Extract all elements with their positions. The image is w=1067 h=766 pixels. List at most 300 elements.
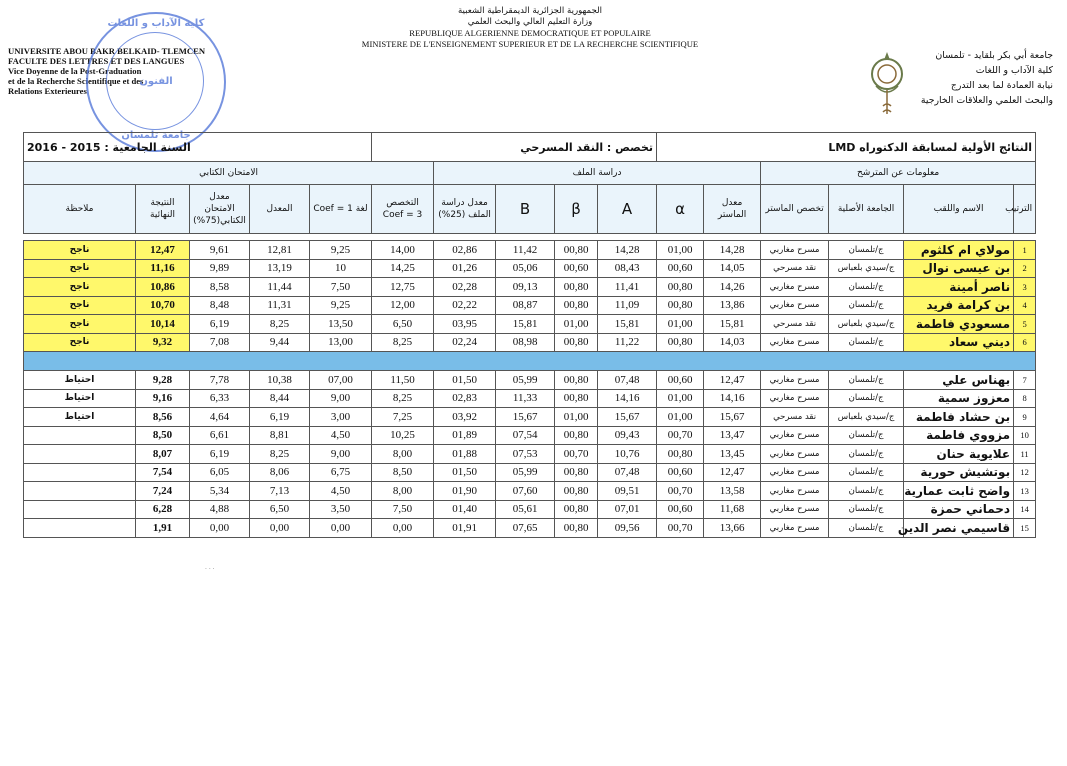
table-row <box>24 408 1036 427</box>
row-exam-avg: 8,48 <box>190 296 250 315</box>
row-b: 05,61 <box>496 500 555 519</box>
row-university: ج/تلمسان <box>829 445 904 464</box>
group-written-exam: الامتحان الكتابي <box>24 162 434 185</box>
admitted-rows <box>24 241 1036 352</box>
col-language-exam: لغة Coef = 1 <box>310 185 372 234</box>
row-master-avg: 12,47 <box>704 371 761 390</box>
row-file-avg: 01,88 <box>434 445 496 464</box>
row-spec-exam: 14,00 <box>372 241 434 260</box>
row-spec-exam: 0,00 <box>372 519 434 538</box>
row-spec-exam: 8,00 <box>372 482 434 501</box>
row-alpha: 01,00 <box>657 408 704 427</box>
row-beta: 00,80 <box>555 500 598 519</box>
row-university: ج/تلمسان <box>829 296 904 315</box>
row-average: 6,50 <box>250 500 310 519</box>
row-average: 6,19 <box>250 408 310 427</box>
row-beta: 00,80 <box>555 426 598 445</box>
row-spec-exam: 7,25 <box>372 408 434 427</box>
row-b: 09,13 <box>496 278 555 297</box>
row-final-result: 8,07 <box>136 445 190 464</box>
row-spec-exam: 14,25 <box>372 259 434 278</box>
row-language-exam: 07,00 <box>310 371 372 390</box>
row-language-exam: 7,50 <box>310 278 372 297</box>
col-a: A <box>598 185 657 234</box>
col-exam-avg: معدل الامتحان الكتابي(75%) <box>190 185 250 234</box>
row-exam-avg: 6,33 <box>190 389 250 408</box>
row-rank: 3 <box>1014 278 1036 297</box>
row-final-result: 7,54 <box>136 463 190 482</box>
table-row <box>24 445 1036 464</box>
row-university: ج/تلمسان <box>829 371 904 390</box>
row-file-avg: 02,24 <box>434 333 496 352</box>
row-beta: 00,80 <box>555 463 598 482</box>
row-name: مولاي ام كلثوم <box>904 241 1014 260</box>
row-master-spec: مسرح مغاربي <box>761 241 829 260</box>
row-language-exam: 9,25 <box>310 241 372 260</box>
row-spec-exam: 7,50 <box>372 500 434 519</box>
row-a: 08,43 <box>598 259 657 278</box>
row-average: 11,31 <box>250 296 310 315</box>
row-name: علايوية حنان <box>904 445 1014 464</box>
row-rank: 4 <box>1014 296 1036 315</box>
row-spec-exam: 11,50 <box>372 371 434 390</box>
row-exam-avg: 8,58 <box>190 278 250 297</box>
row-master-spec: مسرح مغاربي <box>761 500 829 519</box>
row-spec-exam: 12,75 <box>372 278 434 297</box>
row-exam-avg: 7,78 <box>190 371 250 390</box>
row-b: 08,87 <box>496 296 555 315</box>
col-final-result: النتيجة النهائية <box>136 185 190 234</box>
row-beta: 00,80 <box>555 482 598 501</box>
row-name: مسعودي فاطمة <box>904 315 1014 334</box>
row-b: 07,65 <box>496 519 555 538</box>
header-ministry-ar: وزارة التعليم العالي والبحث العلمي <box>467 17 593 27</box>
row-master-spec: نقد مسرحي <box>761 315 829 334</box>
separator-cell <box>24 352 1036 371</box>
row-name: قاسيمي نصر الدين <box>904 519 1014 538</box>
col-spec-exam: التخصص Coef = 3 <box>372 185 434 234</box>
row-spec-exam: 12,00 <box>372 296 434 315</box>
header-right-line: كلية الآداب و اللغات <box>975 65 1053 76</box>
row-a: 14,28 <box>598 241 657 260</box>
row-university: ج/سيدي بلعباس <box>829 408 904 427</box>
row-rank: 1 <box>1014 241 1036 260</box>
row-note <box>24 482 136 501</box>
table-row <box>24 315 1036 334</box>
header-right-line: والبحث العلمي والعلاقات الخارجية <box>920 95 1053 106</box>
stamp-text-bottom: جامعة تلمسان <box>121 130 191 141</box>
row-note: ناجح <box>24 296 136 315</box>
row-beta: 00,80 <box>555 241 598 260</box>
row-master-avg: 14,03 <box>704 333 761 352</box>
row-name: معزوز سمية <box>904 389 1014 408</box>
row-file-avg: 02,83 <box>434 389 496 408</box>
row-language-exam: 4,50 <box>310 426 372 445</box>
row-master-spec: مسرح مغاربي <box>761 445 829 464</box>
row-language-exam: 0,00 <box>310 519 372 538</box>
header-left-line: Vice Doyenne de la Post-Graduation <box>8 66 142 76</box>
row-b: 15,67 <box>496 408 555 427</box>
row-exam-avg: 7,08 <box>190 333 250 352</box>
row-a: 11,41 <box>598 278 657 297</box>
row-average: 11,44 <box>250 278 310 297</box>
row-alpha: 00,80 <box>657 278 704 297</box>
row-university: ج/تلمسان <box>829 463 904 482</box>
row-beta: 00,60 <box>555 259 598 278</box>
row-alpha: 01,00 <box>657 315 704 334</box>
row-exam-avg: 5,34 <box>190 482 250 501</box>
row-file-avg: 02,86 <box>434 241 496 260</box>
row-alpha: 00,80 <box>657 296 704 315</box>
row-note <box>24 463 136 482</box>
row-alpha: 01,00 <box>657 389 704 408</box>
row-language-exam: 3,50 <box>310 500 372 519</box>
row-alpha: 00,70 <box>657 519 704 538</box>
header-ministry-fr: MINISTERE DE L'ENSEIGNEMENT SUPERIEUR ET DE LA RECHERCHE SCIENTIFIQUE <box>361 39 699 49</box>
table-row <box>24 296 1036 315</box>
row-exam-avg: 4,88 <box>190 500 250 519</box>
row-university: ج/تلمسان <box>829 426 904 445</box>
row-rank: 7 <box>1014 371 1036 390</box>
gap-cell <box>24 234 1036 241</box>
row-final-result: 9,28 <box>136 371 190 390</box>
header-left-line: FACULTE DES LETTRES ET DES LANGUES <box>8 56 185 66</box>
header-center-block <box>330 6 730 50</box>
row-rank: 2 <box>1014 259 1036 278</box>
row-master-avg: 15,81 <box>704 315 761 334</box>
row-master-avg: 14,28 <box>704 241 761 260</box>
row-exam-avg: 9,89 <box>190 259 250 278</box>
row-final-result: 8,56 <box>136 408 190 427</box>
row-average: 12,81 <box>250 241 310 260</box>
row-file-avg: 01,26 <box>434 259 496 278</box>
row-exam-avg: 6,05 <box>190 463 250 482</box>
row-a: 14,16 <box>598 389 657 408</box>
table-gap <box>24 234 1036 241</box>
header-republic-fr: REPUBLIQUE ALGERIENNE DEMOCRATIQUE ET POPULAIRE <box>409 28 651 38</box>
group-file-study: دراسة الملف <box>434 162 761 185</box>
row-university: ج/تلمسان <box>829 333 904 352</box>
row-file-avg: 01,89 <box>434 426 496 445</box>
row-file-avg: 01,91 <box>434 519 496 538</box>
row-exam-avg: 6,19 <box>190 315 250 334</box>
row-master-avg: 13,47 <box>704 426 761 445</box>
row-master-avg: 11,68 <box>704 500 761 519</box>
stamp-text-top: كلية الآداب و اللغات <box>107 18 205 29</box>
row-spec-exam: 8,00 <box>372 445 434 464</box>
row-language-exam: 9,25 <box>310 296 372 315</box>
row-alpha: 00,60 <box>657 463 704 482</box>
row-final-result: 9,32 <box>136 333 190 352</box>
table-row <box>24 482 1036 501</box>
table-row <box>24 500 1036 519</box>
col-master-avg: معدل الماستر <box>704 185 761 234</box>
row-name: ديني سعاد <box>904 333 1014 352</box>
row-note: ناجح <box>24 278 136 297</box>
row-university: ج/تلمسان <box>829 278 904 297</box>
row-average: 13,19 <box>250 259 310 278</box>
row-final-result: 1,91 <box>136 519 190 538</box>
table-row <box>24 241 1036 260</box>
row-university: ج/تلمسان <box>829 389 904 408</box>
row-rank: 10 <box>1014 426 1036 445</box>
row-final-result: 10,70 <box>136 296 190 315</box>
row-master-spec: نقد مسرحي <box>761 408 829 427</box>
row-rank: 15 <box>1014 519 1036 538</box>
row-spec-exam: 10,25 <box>372 426 434 445</box>
row-university: ج/سيدي بلعباس <box>829 315 904 334</box>
row-master-spec: نقد مسرحي <box>761 259 829 278</box>
row-beta: 00,80 <box>555 296 598 315</box>
row-final-result: 11,16 <box>136 259 190 278</box>
header-left-line: Relations Exterieures <box>8 86 87 96</box>
table-group-row <box>24 162 1036 185</box>
row-average: 8,81 <box>250 426 310 445</box>
row-rank: 6 <box>1014 333 1036 352</box>
row-a: 07,01 <box>598 500 657 519</box>
row-note: احتياط <box>24 389 136 408</box>
row-language-exam: 9,00 <box>310 445 372 464</box>
row-beta: 00,80 <box>555 371 598 390</box>
row-master-avg: 14,05 <box>704 259 761 278</box>
row-exam-avg: 4,64 <box>190 408 250 427</box>
row-a: 15,81 <box>598 315 657 334</box>
row-exam-avg: 0,00 <box>190 519 250 538</box>
row-note <box>24 445 136 464</box>
row-name: ناصر أمينة <box>904 278 1014 297</box>
row-average: 8,44 <box>250 389 310 408</box>
row-average: 8,25 <box>250 315 310 334</box>
row-b: 07,54 <box>496 426 555 445</box>
row-rank: 11 <box>1014 445 1036 464</box>
row-master-avg: 15,67 <box>704 408 761 427</box>
col-alpha: α <box>657 185 704 234</box>
row-language-exam: 13,00 <box>310 333 372 352</box>
header-right-line: جامعة أبي بكر بلقايد - تلمسان <box>935 50 1053 61</box>
row-university: ج/سيدي بلعباس <box>829 259 904 278</box>
row-master-avg: 13,45 <box>704 445 761 464</box>
col-b: B <box>496 185 555 234</box>
row-note <box>24 426 136 445</box>
decorative-dots: · · · <box>205 566 215 573</box>
row-spec-exam: 8,25 <box>372 333 434 352</box>
row-note: ناجح <box>24 259 136 278</box>
row-master-spec: مسرح مغاربي <box>761 463 829 482</box>
row-language-exam: 10 <box>310 259 372 278</box>
row-language-exam: 6,75 <box>310 463 372 482</box>
col-university: الجامعة الأصلية <box>829 185 904 234</box>
row-name: بن كرامة فريد <box>904 296 1014 315</box>
row-master-spec: مسرح مغاربي <box>761 296 829 315</box>
table-row <box>24 426 1036 445</box>
row-master-spec: مسرح مغاربي <box>761 519 829 538</box>
row-name: بوتشيش حورية <box>904 463 1014 482</box>
row-university: ج/تلمسان <box>829 482 904 501</box>
row-master-spec: مسرح مغاربي <box>761 371 829 390</box>
row-note: ناجح <box>24 315 136 334</box>
col-rank: الترتيب <box>1014 185 1036 234</box>
row-rank: 5 <box>1014 315 1036 334</box>
row-b: 11,42 <box>496 241 555 260</box>
row-master-avg: 13,86 <box>704 296 761 315</box>
results-table <box>23 132 1036 538</box>
row-average: 7,13 <box>250 482 310 501</box>
row-exam-avg: 6,19 <box>190 445 250 464</box>
header-right-line: نيابة العمادة لما بعد التدرج <box>950 80 1053 91</box>
row-b: 05,99 <box>496 463 555 482</box>
table-row <box>24 519 1036 538</box>
row-exam-avg: 6,61 <box>190 426 250 445</box>
table-title-specialty: تخصص : النقد المسرحي <box>372 133 657 162</box>
row-a: 07,48 <box>598 463 657 482</box>
row-spec-exam: 8,50 <box>372 463 434 482</box>
row-alpha: 00,60 <box>657 500 704 519</box>
table-title-main: النتائج الأولية لمسابقة الدكتوراه LMD <box>657 133 1036 162</box>
row-a: 10,76 <box>598 445 657 464</box>
row-beta: 00,80 <box>555 519 598 538</box>
row-master-spec: مسرح مغاربي <box>761 278 829 297</box>
row-spec-exam: 6,50 <box>372 315 434 334</box>
row-note <box>24 519 136 538</box>
row-rank: 8 <box>1014 389 1036 408</box>
row-alpha: 00,80 <box>657 445 704 464</box>
row-alpha: 00,60 <box>657 259 704 278</box>
col-beta: β <box>555 185 598 234</box>
row-name: بهناس علي <box>904 371 1014 390</box>
row-university: ج/تلمسان <box>829 519 904 538</box>
col-average: المعدل <box>250 185 310 234</box>
row-b: 11,33 <box>496 389 555 408</box>
header-right-block <box>863 48 1053 108</box>
row-average: 10,38 <box>250 371 310 390</box>
row-file-avg: 01,50 <box>434 463 496 482</box>
official-stamp <box>86 12 226 152</box>
row-average: 8,06 <box>250 463 310 482</box>
row-name: واضح ثابت عمارية <box>904 482 1014 501</box>
col-name: الاسم واللقب <box>904 185 1014 234</box>
row-b: 07,53 <box>496 445 555 464</box>
row-b: 15,81 <box>496 315 555 334</box>
row-language-exam: 9,00 <box>310 389 372 408</box>
row-b: 07,60 <box>496 482 555 501</box>
row-language-exam: 13,50 <box>310 315 372 334</box>
row-final-result: 8,50 <box>136 426 190 445</box>
row-alpha: 00,70 <box>657 482 704 501</box>
row-a: 11,09 <box>598 296 657 315</box>
row-beta: 01,00 <box>555 315 598 334</box>
row-master-spec: مسرح مغاربي <box>761 482 829 501</box>
row-alpha: 00,70 <box>657 426 704 445</box>
row-a: 09,56 <box>598 519 657 538</box>
group-candidate-info: معلومات عن المترشح <box>761 162 1036 185</box>
table-row <box>24 278 1036 297</box>
row-file-avg: 01,50 <box>434 371 496 390</box>
row-alpha: 01,00 <box>657 241 704 260</box>
row-master-avg: 14,16 <box>704 389 761 408</box>
row-final-result: 9,16 <box>136 389 190 408</box>
row-final-result: 6,28 <box>136 500 190 519</box>
row-rank: 14 <box>1014 500 1036 519</box>
row-name: مزووي فاطمة <box>904 426 1014 445</box>
row-rank: 12 <box>1014 463 1036 482</box>
table-separator-row <box>24 352 1036 371</box>
row-file-avg: 03,95 <box>434 315 496 334</box>
row-average: 8,25 <box>250 445 310 464</box>
row-b: 05,99 <box>496 371 555 390</box>
header-left-line: et de la Recherche Scientifique et des <box>8 76 144 86</box>
row-note: ناجح <box>24 333 136 352</box>
row-final-result: 10,86 <box>136 278 190 297</box>
row-file-avg: 03,92 <box>434 408 496 427</box>
row-language-exam: 3,00 <box>310 408 372 427</box>
table-title-year: السنة الجامعية : 2015 - 2016 <box>24 133 372 162</box>
row-note: احتياط <box>24 371 136 390</box>
table-row <box>24 389 1036 408</box>
row-b: 08,98 <box>496 333 555 352</box>
row-master-spec: مسرح مغاربي <box>761 426 829 445</box>
row-beta: 00,70 <box>555 445 598 464</box>
col-file-avg: معدل دراسة الملف (25%) <box>434 185 496 234</box>
header-republic-ar: الجمهورية الجزائرية الديمقراطية الشعبية <box>457 6 603 16</box>
row-spec-exam: 8,25 <box>372 389 434 408</box>
row-file-avg: 02,28 <box>434 278 496 297</box>
row-beta: 01,00 <box>555 408 598 427</box>
row-file-avg: 02,22 <box>434 296 496 315</box>
row-alpha: 00,80 <box>657 333 704 352</box>
col-note: ملاحظة <box>24 185 136 234</box>
row-name: بن عيسى نوال <box>904 259 1014 278</box>
row-exam-avg: 9,61 <box>190 241 250 260</box>
table-row <box>24 463 1036 482</box>
row-master-avg: 13,66 <box>704 519 761 538</box>
row-a: 11,22 <box>598 333 657 352</box>
row-alpha: 00,60 <box>657 371 704 390</box>
row-file-avg: 01,40 <box>434 500 496 519</box>
row-a: 15,67 <box>598 408 657 427</box>
row-note: احتياط <box>24 408 136 427</box>
row-language-exam: 4,50 <box>310 482 372 501</box>
row-university: ج/تلمسان <box>829 500 904 519</box>
table-row <box>24 333 1036 352</box>
row-master-avg: 13,58 <box>704 482 761 501</box>
row-final-result: 7,24 <box>136 482 190 501</box>
row-master-spec: مسرح مغاربي <box>761 333 829 352</box>
stamp-text-mid: الفنون <box>139 76 173 87</box>
row-note: ناجح <box>24 241 136 260</box>
col-master-spec: تخصص الماستر <box>761 185 829 234</box>
row-average: 9,44 <box>250 333 310 352</box>
row-a: 07,48 <box>598 371 657 390</box>
table-row <box>24 259 1036 278</box>
row-beta: 00,80 <box>555 389 598 408</box>
row-b: 05,06 <box>496 259 555 278</box>
row-beta: 00,80 <box>555 278 598 297</box>
row-a: 09,43 <box>598 426 657 445</box>
row-note <box>24 500 136 519</box>
row-master-avg: 12,47 <box>704 463 761 482</box>
row-file-avg: 01,90 <box>434 482 496 501</box>
row-rank: 13 <box>1014 482 1036 501</box>
row-master-spec: مسرح مغاربي <box>761 389 829 408</box>
row-university: ج/تلمسان <box>829 241 904 260</box>
reserve-rows <box>24 371 1036 538</box>
header-left-line: UNIVERSITE ABOU BAKR BELKAID- TLEMCEN <box>8 46 206 56</box>
row-average: 0,00 <box>250 519 310 538</box>
row-a: 09,51 <box>598 482 657 501</box>
row-name: دحماني حمزة <box>904 500 1014 519</box>
table-title-row <box>24 133 1036 162</box>
row-beta: 00,80 <box>555 333 598 352</box>
